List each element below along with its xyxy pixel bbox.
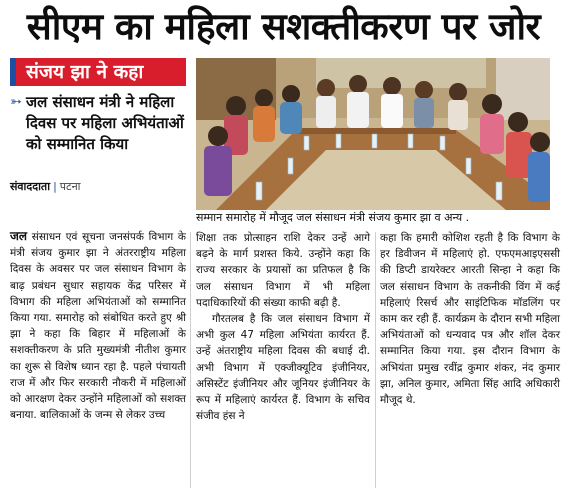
byline-separator: | [53, 180, 57, 193]
news-photo [196, 58, 550, 210]
article-column-3 [380, 230, 560, 492]
column-rule-2 [375, 232, 376, 488]
kicker: संजय झा ने कहा [16, 58, 186, 86]
article-column-2 [196, 230, 370, 492]
kicker-box [10, 58, 186, 86]
bullet-arrow-icon: ➳ [10, 94, 22, 110]
column-2-paragraph-2: गौरतलब है कि जल संसाधन विभाग में अभी कुल 47 महिला अभियंता कार्यरत हैं. उन्हें अंतराष्ट्रीय महिला दिवस की बधाई दी. अभी विभाग में एक्जीक्यूटिव इंजीनियर, असिस्टेंट इंजीनियर और जूनियर इंजीनियर के रूप में महिलाएं कार्यरत हैं. विभाग के सचिव संजीव हंस ने [196, 313, 370, 423]
byline [10, 180, 81, 194]
column-rule-1 [190, 232, 191, 488]
column-3-paragraph: कहा कि हमारी कोशिश रहती है कि विभाग के हर डिवीजन में महिलाएं हो. एफएमआइएससी की डिप्टी डायरेक्टर आरती सिन्हा ने कहा कि जल संसाधन विभाग के तकनीकी विंग में कई महिलाएं रिसर्च और साइंटिफिक मॉडलिंग पर काम कर रही हैं. कार्यक्रम के दौरान सभी महिला अभियंताओं को धन्यवाद पत्र और शॉल देकर सम्मानित किया गया. इस दौरान विभाग के अभियंता प्रमुख रवींद्र कुमार शंकर, नंद कुमार झा, अनिल कुमार, अमिता सिंह आदि अधिकारी मौजूद थे. [380, 232, 560, 407]
article-column-1 [10, 228, 186, 490]
meeting-photo-illustration [196, 58, 550, 210]
byline-place: पटना [59, 180, 81, 193]
column-2-paragraph-1: शिक्षा तक प्रोत्साहन राशि देकर उन्हें आगे बढ़ने के मार्ग प्रशस्त किये. उन्होंने कहा कि राज्य सरकार के प्रयासों का प्रतिफल है कि जल संसाधन विभाग में भी महिला पदाधिकारियों की संख्या काफी बढ़ी है. [196, 232, 370, 309]
headline: सीएम का महिला सशक्तीकरण पर जोर [26, 5, 541, 48]
article-paragraph [10, 228, 186, 423]
subhead-text: जल संसाधन मंत्री ने महिला दिवस पर महिला अभियंताओं को सम्मानित किया [26, 93, 184, 153]
byline-label: संवाददाता [10, 180, 51, 193]
subhead [10, 92, 190, 155]
lead-word: जल [10, 229, 28, 243]
column-1-text: संसाधन एवं सूचना जनसंपर्क विभाग के मंत्री संजय कुमार झा ने अंतरराष्ट्रीय महिला दिवस के अवसर पर जल संसाधन विभाग के बाढ़ प्रबंधन सुधार सहायक केंद्र परिसर में विभाग की महिला अभियंताओं को सम्मानित किया गया. समारोह को संबोधित करते हुए श्री झा ने कहा कि बिहार में महिलाओं के सशक्तीकरण के प्रति मुख्यमंत्री नीतीश कुमार का शुरू से विशेष ध्यान रहा है. पहले पंचायती राज में और फिर सरकारी नौकरी में महिलाओं को आरक्षण देकर उन्होंने महिलाओं को सशक्त बनाया. बालिकाओं के जन्म से लेकर उच्च [10, 231, 186, 422]
photo-caption: सम्मान समारोह में मौजूद जल संसाधन मंत्री संजय कुमार झा व अन्य . [196, 211, 470, 224]
